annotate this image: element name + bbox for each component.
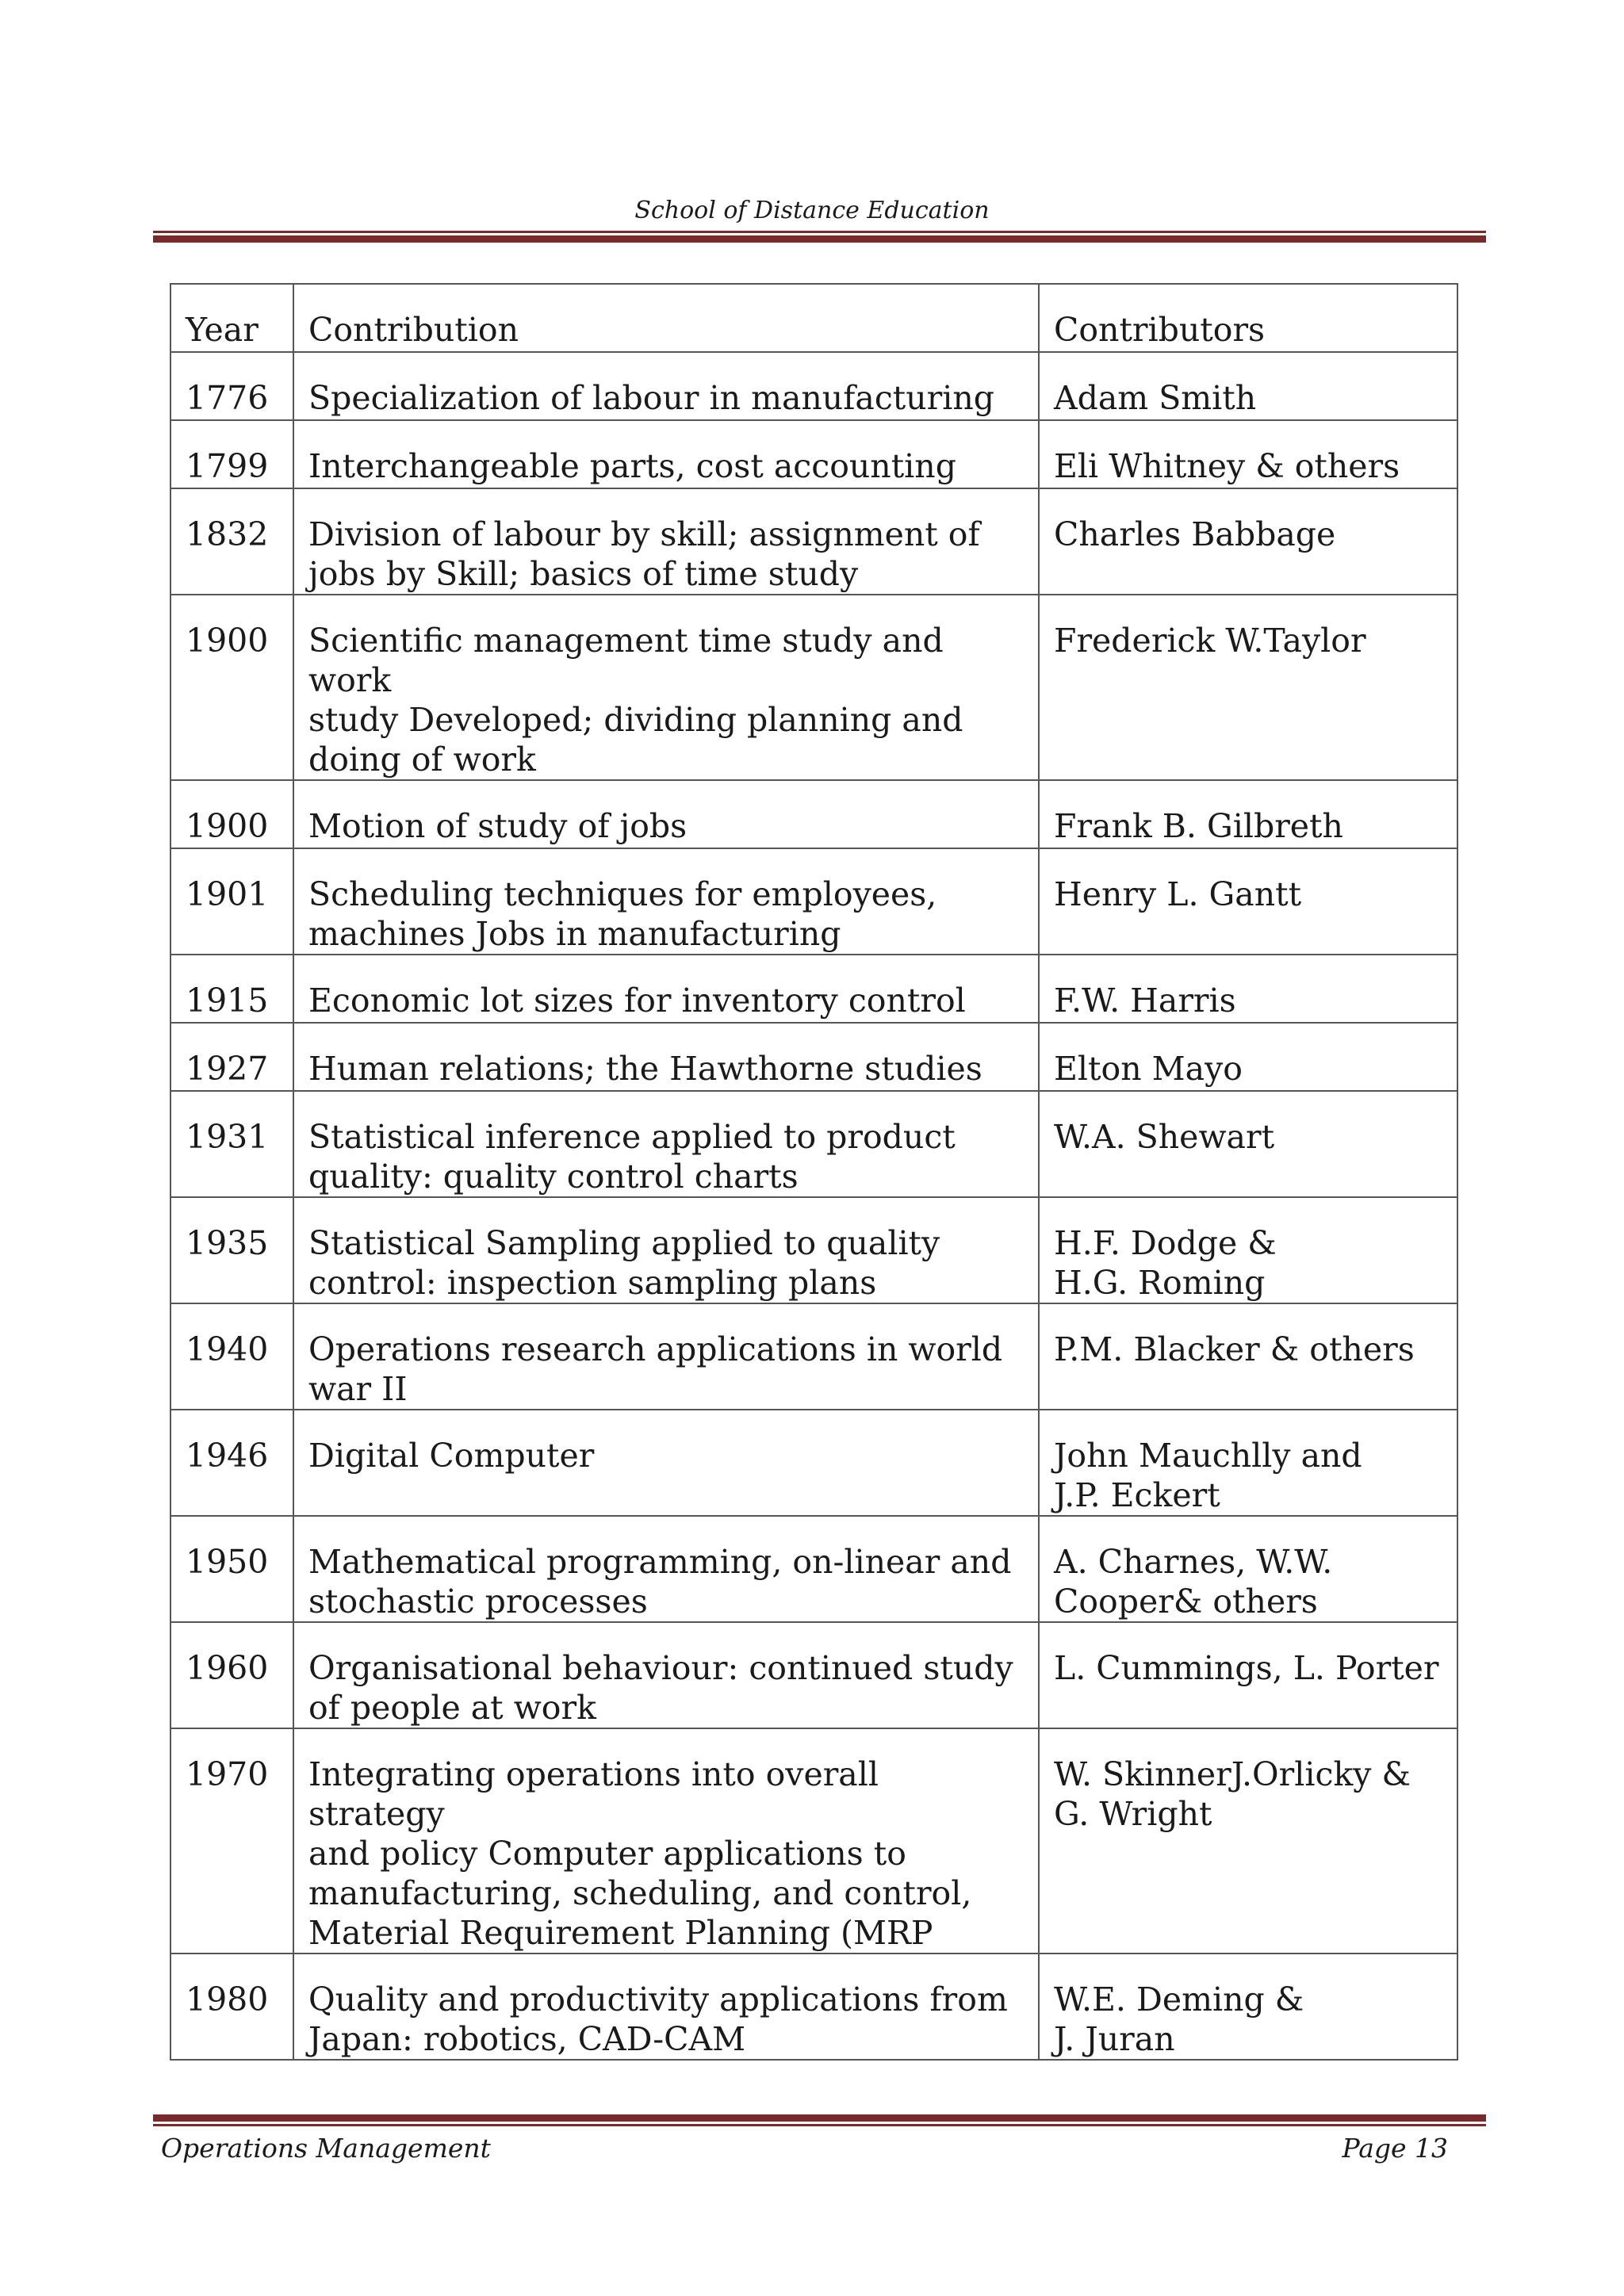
table-row [170,420,1457,488]
row-contribution-cell: Motion of study of jobs [293,780,1039,848]
row-contribution-cell: Division of labour by skill; assignment of jobs by Skill; basics of time study [293,488,1039,595]
row-contribution-cell: Integrating operations into overall strategy and policy Computer applications to manufacturing, scheduling, and control, Material Requirement Planning (MRP [293,1728,1039,1954]
row-year-cell: 1950 [170,1516,293,1622]
table-row [170,1728,1457,1954]
row-year-cell: 1940 [170,1303,293,1410]
table-row [170,848,1457,955]
table-row [170,780,1457,848]
row-contributors-cell: Henry L. Gantt [1039,848,1457,955]
row-year-cell: 1946 [170,1410,293,1516]
row-contributors-cell: F.W. Harris [1039,955,1457,1023]
header-rule [153,231,1486,243]
table-row [170,1197,1457,1303]
row-contribution-cell: Statistical inference applied to product quality: quality control charts [293,1091,1039,1197]
row-year-cell: 1776 [170,352,293,420]
row-year-cell: 1832 [170,488,293,595]
table-row [170,955,1457,1023]
footer-book-title: Operations Management [161,2133,491,2164]
row-contributors-cell: Adam Smith [1039,352,1457,420]
row-year-cell: 1901 [170,848,293,955]
row-contributors-cell: P.M. Blacker & others [1039,1303,1457,1410]
table-header-row [170,284,1457,352]
row-contribution-cell: Statistical Sampling applied to quality control: inspection sampling plans [293,1197,1039,1303]
row-contributors-cell: John Mauchlly and J.P. Eckert [1039,1410,1457,1516]
row-contributors-cell: W.E. Deming & J. Juran [1039,1954,1457,2060]
row-contribution-cell: Digital Computer [293,1410,1039,1516]
row-year-cell: 1980 [170,1954,293,2060]
row-year-cell: 1960 [170,1622,293,1728]
row-contributors-cell: Charles Babbage [1039,488,1457,595]
page-header-title: School of Distance Education [634,197,990,224]
table-row [170,1023,1457,1091]
row-contribution-cell: Organisational behaviour: continued study of people at work [293,1622,1039,1728]
row-year-cell: 1927 [170,1023,293,1091]
table-row [170,488,1457,595]
row-year-cell: 1935 [170,1197,293,1303]
row-year-cell: 1970 [170,1728,293,1954]
table-row [170,1091,1457,1197]
row-contribution-cell: Specialization of labour in manufacturing [293,352,1039,420]
contributions-table [170,283,1458,2061]
row-contributors-cell: Elton Mayo [1039,1023,1457,1091]
row-year-cell: 1900 [170,780,293,848]
row-contributors-cell: Eli Whitney & others [1039,420,1457,488]
footer-page-number: Page 13 [1342,2133,1448,2164]
row-contributors-cell: Frank B. Gilbreth [1039,780,1457,848]
table-row [170,1954,1457,2060]
column-header-contributors: Contributors [1039,284,1457,352]
row-contribution-cell: Quality and productivity applications from Japan: robotics, CAD-CAM [293,1954,1039,2060]
row-year-cell: 1900 [170,595,293,780]
row-year-cell: 1799 [170,420,293,488]
row-contribution-cell: Interchangeable parts, cost accounting [293,420,1039,488]
table-row [170,595,1457,780]
row-contributors-cell: Frederick W.Taylor [1039,595,1457,780]
column-header-contribution: Contribution [293,284,1039,352]
row-contributors-cell: W.A. Shewart [1039,1091,1457,1197]
row-contribution-cell: Operations research applications in world war II [293,1303,1039,1410]
row-contributors-cell: L. Cummings, L. Porter [1039,1622,1457,1728]
row-contributors-cell: A. Charnes, W.W. Cooper& others [1039,1516,1457,1622]
row-contributors-cell: H.F. Dodge & H.G. Roming [1039,1197,1457,1303]
table-row [170,1410,1457,1516]
row-contribution-cell: Scientific management time study and work study Developed; dividing planning and doing of work [293,595,1039,780]
row-year-cell: 1931 [170,1091,293,1197]
table-row [170,1516,1457,1622]
row-contribution-cell: Human relations; the Hawthorne studies [293,1023,1039,1091]
table-row [170,352,1457,420]
row-contribution-cell: Mathematical programming, on-linear and stochastic processes [293,1516,1039,1622]
row-year-cell: 1915 [170,955,293,1023]
footer-rule [153,2114,1486,2126]
table-row [170,1622,1457,1728]
row-contribution-cell: Economic lot sizes for inventory control [293,955,1039,1023]
table-row [170,1303,1457,1410]
row-contributors-cell: W. SkinnerJ.Orlicky & G. Wright [1039,1728,1457,1954]
column-header-year: Year [170,284,293,352]
row-contribution-cell: Scheduling techniques for employees, machines Jobs in manufacturing [293,848,1039,955]
